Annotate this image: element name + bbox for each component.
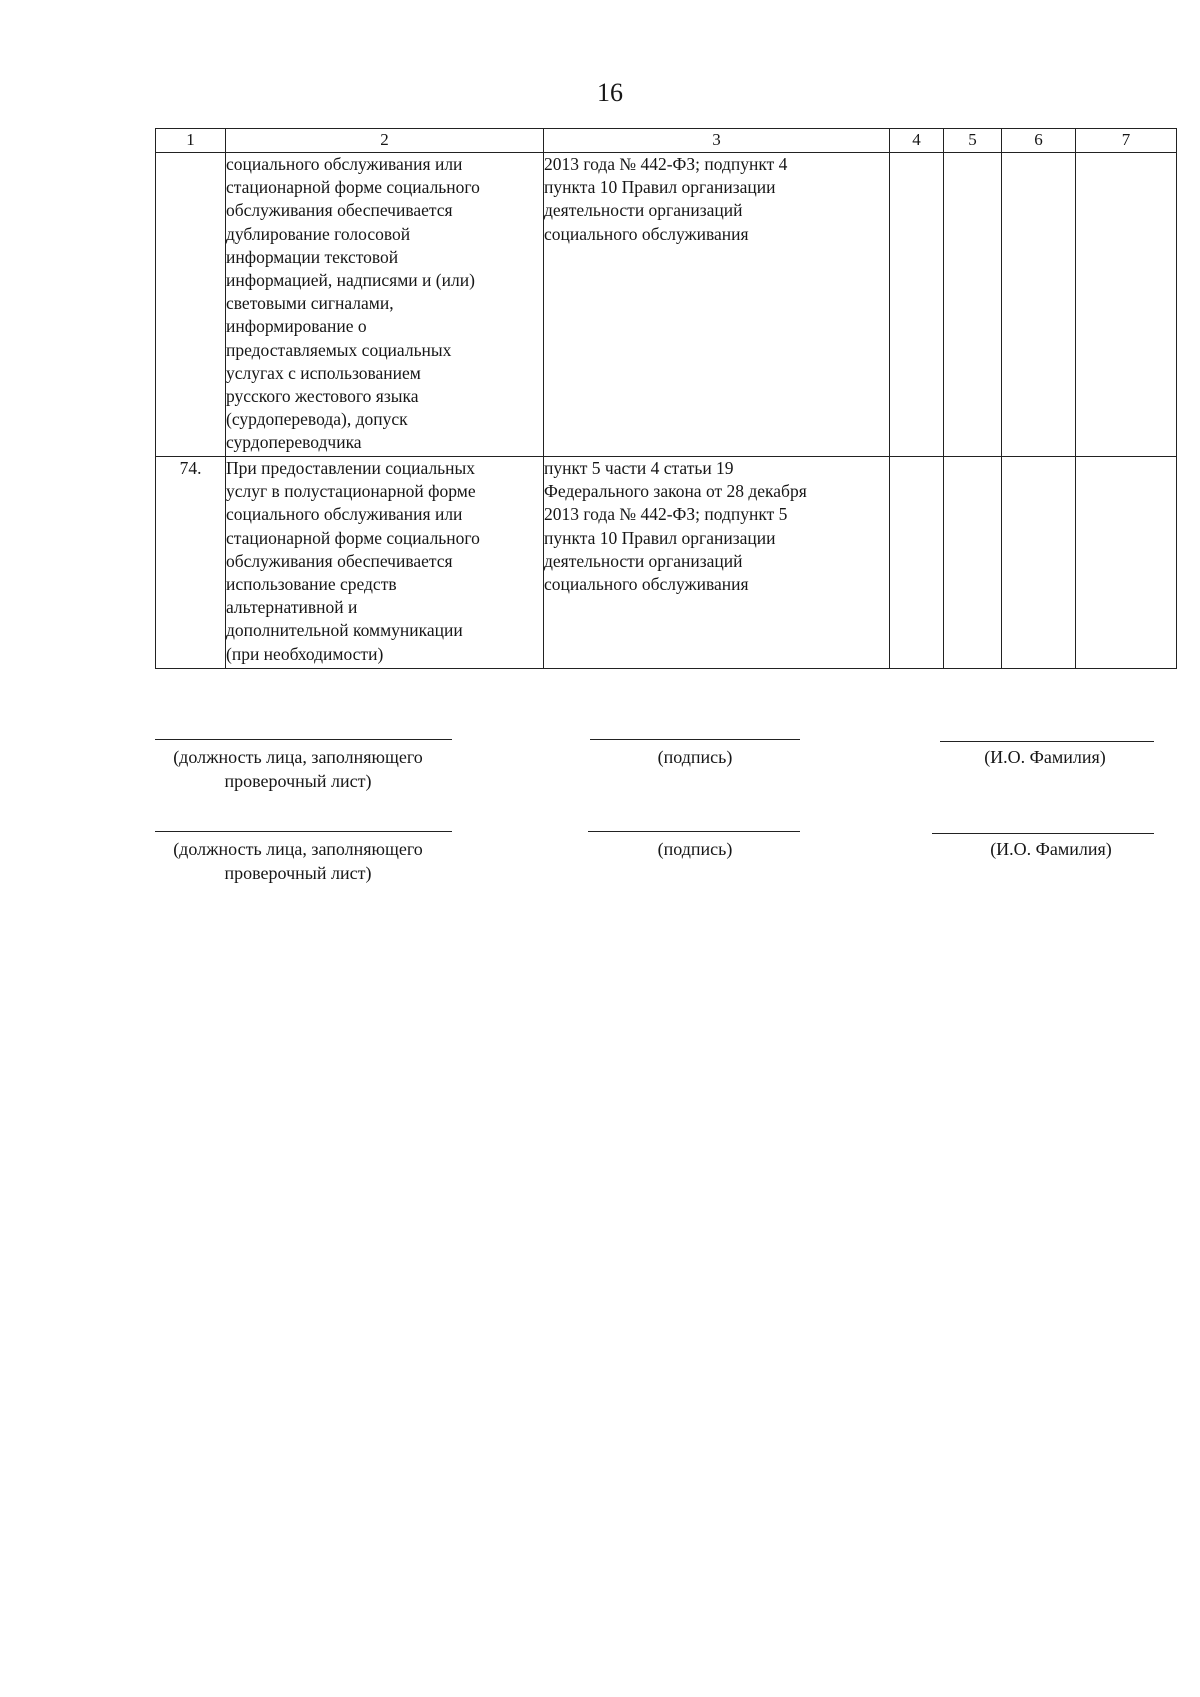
column-header-5: 5 [944, 129, 1002, 153]
position-caption: (должность лица, заполняющего проверочный лист) [173, 747, 423, 791]
position-line [155, 739, 452, 740]
table-row [156, 153, 1177, 457]
signature-caption: (подпись) [657, 747, 733, 767]
answer-cell-7 [1076, 153, 1177, 457]
answer-cell-6 [1002, 457, 1076, 669]
checklist-table [155, 128, 1177, 669]
answer-cell-4 [890, 457, 944, 669]
answer-cell-7 [1076, 457, 1177, 669]
table-row [156, 457, 1177, 669]
column-header-1: 1 [156, 129, 226, 153]
page-number: 16 [597, 78, 623, 107]
row-number: 74. [156, 457, 226, 669]
name-caption: (И.О. Фамилия) [984, 747, 1106, 767]
legal-reference: пункт 5 части 4 статьи 19 Федерального закона от 28 декабря 2013 года № 442-ФЗ; подпункт 5 пункта 10 Правил организации деятельности организаций социального обслуживания [544, 457, 890, 669]
requirement-text: При предоставлении социальных услуг в полустационарной форме социального обслуживания или стационарной форме социального обслуживания обеспечивается использование средств альтернативной и дополнительной коммуникации (при необходимости) [226, 457, 544, 669]
position-line [155, 831, 452, 832]
column-header-2: 2 [226, 129, 544, 153]
position-caption: (должность лица, заполняющего проверочный лист) [173, 839, 423, 883]
signature-line [588, 831, 800, 832]
column-header-6: 6 [1002, 129, 1076, 153]
answer-cell-5 [944, 153, 1002, 457]
column-header-4: 4 [890, 129, 944, 153]
signature-caption: (подпись) [657, 839, 733, 859]
column-header-7: 7 [1076, 129, 1177, 153]
requirement-text: социального обслуживания или стационарной форме социального обслуживания обеспечивается дублирование голосовой информации текстовой информацией, надписями и (или) световыми сигналами, информирование о предоставляемых социальных услугах с использованием русского жестового языка (сурдоперевода), допуск сурдопереводчика [226, 153, 544, 457]
column-number-row [156, 129, 1177, 153]
name-line [932, 833, 1154, 834]
column-header-3: 3 [544, 129, 890, 153]
answer-cell-6 [1002, 153, 1076, 457]
answer-cell-4 [890, 153, 944, 457]
row-number [156, 153, 226, 457]
legal-reference: 2013 года № 442-ФЗ; подпункт 4 пункта 10 Правил организации деятельности организаций социального обслуживания [544, 153, 890, 457]
name-line [940, 741, 1154, 742]
answer-cell-5 [944, 457, 1002, 669]
name-caption: (И.О. Фамилия) [990, 839, 1112, 859]
signature-line [590, 739, 800, 740]
